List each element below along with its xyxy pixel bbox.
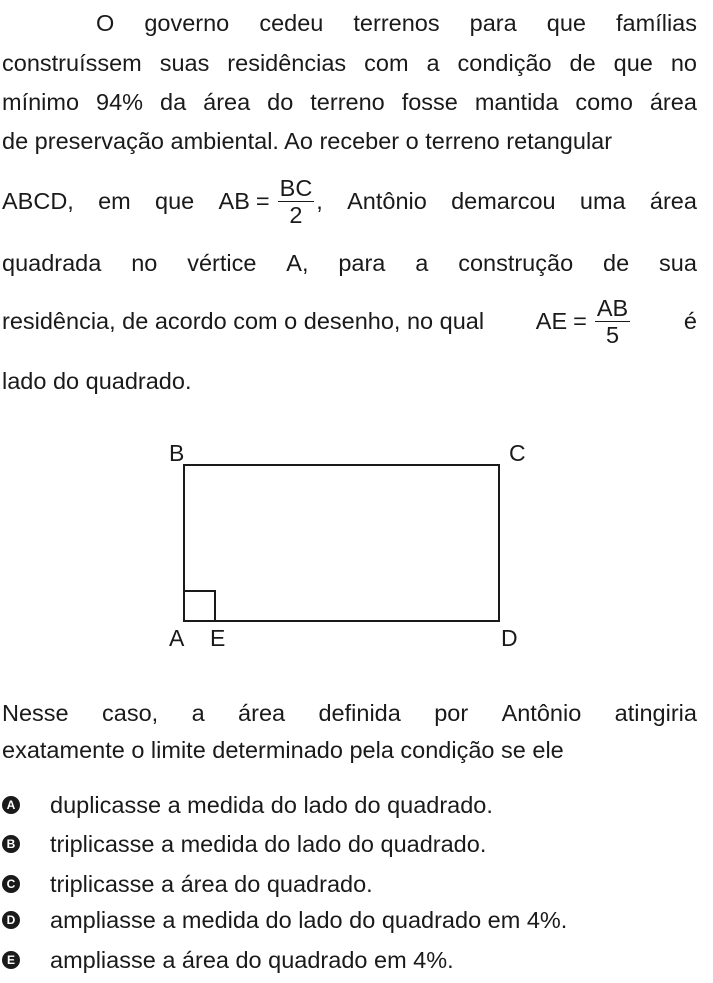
word: de [569, 50, 596, 76]
word: quadrada [2, 250, 102, 276]
word: mantida [474, 89, 559, 115]
word: da [160, 89, 187, 115]
word: no [670, 50, 697, 76]
prompt-line-1 [2, 698, 697, 728]
square-ae [184, 591, 215, 621]
word: a [415, 250, 429, 276]
word: atingiria [614, 700, 697, 726]
word: de [603, 250, 630, 276]
word: área [649, 188, 697, 214]
option-letter-badge: A [2, 796, 20, 814]
question-line-8 [2, 366, 697, 396]
word: em [98, 188, 131, 214]
option-text: triplicasse a área do quadrado. [50, 871, 373, 897]
option-letter-badge: E [2, 951, 20, 969]
word: Antônio [347, 188, 427, 214]
word: para [338, 250, 386, 276]
question-line-2 [2, 48, 697, 78]
question-line-4 [2, 126, 697, 156]
fraction-denominator: 2 [289, 201, 303, 228]
question-line-6 [2, 248, 697, 278]
label-b: B [169, 440, 185, 466]
word: construíssem [2, 50, 142, 76]
option-letter-badge: B [2, 835, 20, 853]
option-letter-badge: D [2, 911, 20, 929]
word: Antônio [501, 700, 582, 726]
word: uma [579, 188, 626, 214]
option-d[interactable] [2, 905, 567, 935]
question-line-7 [2, 288, 697, 354]
formula-ab-equals-bc-over-2 [219, 168, 323, 234]
formula-lhs: AB [218, 188, 250, 214]
word: O [96, 10, 115, 36]
text: de preservação ambiental. Ao receber o terreno retangular [2, 128, 613, 154]
word: vértice [187, 250, 257, 276]
formula-lhs: AE [535, 308, 568, 334]
comma: , [316, 188, 323, 214]
word: residências [227, 50, 347, 76]
word: que [546, 10, 586, 36]
rectangle-abcd [184, 465, 499, 621]
word: definida [318, 700, 401, 726]
word: que [155, 188, 195, 214]
word: sua [659, 250, 697, 276]
word: no [131, 250, 158, 276]
word: Nesse [2, 700, 69, 726]
question-line-3 [2, 87, 697, 117]
formula-ae-equals-ab-over-5 [536, 288, 632, 354]
word: 94% [96, 89, 144, 115]
label-d: D [501, 625, 518, 651]
label-a: A [169, 625, 185, 651]
text: residência, de acordo com o desenho, no qual [2, 308, 485, 334]
word: construção [458, 250, 574, 276]
word: área [649, 89, 697, 115]
word: cedeu [259, 10, 324, 36]
word: para [469, 10, 517, 36]
word: terrenos [353, 10, 440, 36]
option-letter-badge: C [2, 875, 20, 893]
text: exatamente o limite determinado pela condição se ele [2, 737, 564, 763]
word: do [267, 89, 294, 115]
word: é [683, 308, 697, 334]
option-a[interactable] [2, 790, 493, 820]
option-text: ampliasse a medida do lado do quadrado em 4%. [50, 907, 568, 933]
fraction-denominator: 5 [606, 321, 620, 348]
question-line-1 [96, 8, 697, 38]
word: por [434, 700, 469, 726]
word: suas [159, 50, 210, 76]
label-c: C [509, 440, 526, 466]
option-e[interactable] [2, 945, 454, 975]
word: A, [286, 250, 309, 276]
word: área [203, 89, 251, 115]
question-line-5 [2, 168, 697, 234]
equals-sign: = [255, 188, 270, 214]
option-b[interactable] [2, 829, 486, 859]
word: ABCD, [2, 188, 74, 214]
word: a [191, 700, 205, 726]
word: condição [457, 50, 552, 76]
word: caso, [102, 700, 159, 726]
text: lado do quadrado. [2, 368, 192, 394]
word: a [426, 50, 440, 76]
option-text: ampliasse a área do quadrado em 4%. [50, 947, 454, 973]
word: governo [144, 10, 230, 36]
equals-sign: = [573, 308, 587, 334]
word: mínimo [2, 89, 80, 115]
label-e: E [210, 625, 226, 651]
fraction-numerator: AB [596, 294, 629, 321]
word: fosse [401, 89, 458, 115]
fraction [278, 175, 315, 228]
word: famílias [616, 10, 697, 36]
prompt-line-2 [2, 735, 697, 765]
word: como [575, 89, 633, 115]
option-text: triplicasse a medida do lado do quadrado. [50, 831, 487, 857]
word: terreno [310, 89, 385, 115]
word: área [238, 700, 286, 726]
option-text: duplicasse a medida do lado do quadrado. [50, 792, 493, 818]
word: demarcou [451, 188, 556, 214]
fraction [595, 295, 630, 348]
option-c[interactable] [2, 869, 373, 899]
word: com [364, 50, 409, 76]
word: que [613, 50, 653, 76]
fraction-numerator: BC [279, 174, 313, 201]
